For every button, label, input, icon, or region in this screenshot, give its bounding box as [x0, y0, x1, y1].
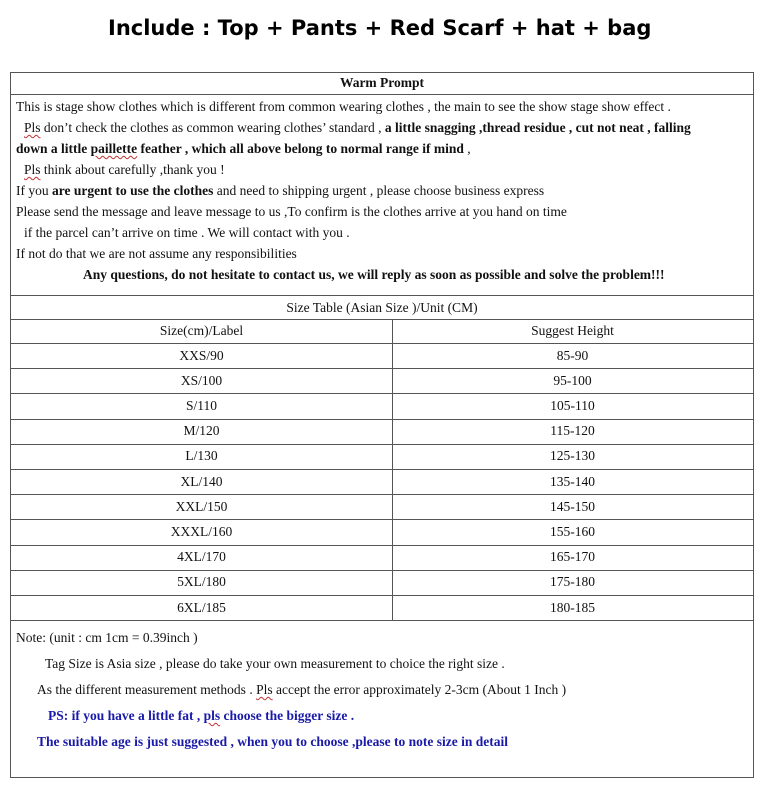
- size-label-cell: 6XL/185: [177, 599, 226, 615]
- divider: [11, 570, 753, 571]
- height-cell: 145-150: [550, 498, 595, 514]
- divider: [11, 494, 753, 495]
- size-label-cell: L/130: [185, 448, 218, 464]
- height-cell: 95-100: [553, 372, 592, 388]
- pls-word: Pls: [256, 682, 273, 697]
- warm-prompt-title: Warm Prompt: [339, 75, 425, 90]
- headline: Include : Top + Pants + Red Scarf + hat + bag: [108, 16, 652, 40]
- prompt-line-2-bold: a little snagging ,thread residue , cut not neat , falling: [384, 120, 691, 135]
- height-cell: 180-185: [550, 599, 595, 615]
- prompt-line-3-bold-b: feather , which all above belong to normal range if mind: [137, 141, 464, 156]
- note-line-3-c: accept the error approximately 2-3cm (About 1 Inch ): [272, 682, 567, 697]
- prompt-line-6: Please send the message and leave message to us ,To confirm is the clothes arrive at you hand on time: [16, 204, 567, 219]
- height-cell: 165-170: [550, 549, 595, 565]
- prompt-line-3-bold-a: down a little: [16, 141, 91, 156]
- prompt-line-4: [24, 162, 225, 178]
- size-label-cell: S/110: [185, 397, 217, 413]
- prompt-line-5-bold: are urgent to use the clothes: [52, 183, 214, 198]
- size-header-height: Suggest Height: [531, 323, 614, 338]
- info-sheet: [10, 72, 754, 778]
- size-label-cell: XL/140: [180, 473, 223, 489]
- divider: [11, 94, 753, 95]
- note-line-3-a: As the different measurement methods .: [37, 682, 257, 697]
- note-line-2: Tag Size is Asia size , please do take your own measurement to choice the right size .: [45, 656, 505, 671]
- prompt-line-3: [16, 141, 471, 157]
- note-line-3: [37, 682, 566, 698]
- prompt-line-5-a: If you: [16, 183, 52, 198]
- pls-word: Pls: [24, 120, 41, 135]
- prompt-line-2: [24, 120, 691, 136]
- divider: [11, 343, 753, 344]
- column-divider: [392, 319, 393, 620]
- height-cell: 175-180: [550, 574, 595, 590]
- divider: [11, 368, 753, 369]
- size-header-label: Size(cm)/Label: [159, 323, 244, 338]
- note-line-4-c: choose the bigger size .: [220, 708, 355, 723]
- divider: [11, 595, 753, 596]
- divider: [11, 319, 753, 320]
- divider: [11, 469, 753, 470]
- prompt-line-5: [16, 183, 544, 199]
- prompt-line-1: This is stage show clothes which is different from common wearing clothes , the main to see the show stage show effect .: [16, 99, 671, 114]
- height-cell: 85-90: [556, 347, 589, 363]
- height-cell: 105-110: [550, 397, 595, 413]
- prompt-line-3-end: ,: [463, 141, 471, 156]
- size-label-cell: XXL/150: [175, 498, 228, 514]
- size-label-cell: M/120: [183, 423, 220, 439]
- note-line-1: Note: (unit : cm 1cm = 0.39inch ): [16, 630, 198, 645]
- note-line-5: The suitable age is just suggested , when you to choose ,please to note size in detail: [37, 734, 509, 749]
- divider: [11, 295, 753, 296]
- prompt-line-2-text: don’t check the clothes as common wearing clothes’ standard ,: [40, 120, 385, 135]
- divider: [11, 444, 753, 445]
- divider: [11, 419, 753, 420]
- divider: [11, 519, 753, 520]
- height-cell: 125-130: [550, 448, 595, 464]
- divider: [11, 393, 753, 394]
- height-cell: 155-160: [550, 523, 595, 539]
- divider: [11, 620, 753, 621]
- size-label-cell: 5XL/180: [177, 574, 226, 590]
- prompt-line-4-text: think about carefully ,thank you !: [40, 162, 225, 177]
- paillette-word: paillette: [90, 141, 138, 156]
- size-label-cell: XXXL/160: [170, 523, 233, 539]
- size-table-title: Size Table (Asian Size )/Unit (CM): [286, 300, 478, 315]
- size-label-cell: XS/100: [180, 372, 223, 388]
- pls-word: Pls: [24, 162, 41, 177]
- prompt-line-7: if the parcel can’t arrive on time . We will contact with you .: [24, 225, 350, 240]
- divider: [11, 545, 753, 546]
- size-label-cell: XXS/90: [179, 347, 224, 363]
- note-line-4: [48, 708, 354, 724]
- note-line-4-a: PS: if you have a little fat ,: [48, 708, 204, 723]
- prompt-line-5-c: and need to shipping urgent , please choose business express: [213, 183, 545, 198]
- height-cell: 115-120: [550, 423, 595, 439]
- prompt-line-8: If not do that we are not assume any responsibilities: [16, 246, 297, 261]
- size-label-cell: 4XL/170: [177, 549, 226, 565]
- height-cell: 135-140: [550, 473, 595, 489]
- pls-word: pls: [203, 708, 221, 723]
- prompt-line-9: Any questions, do not hesitate to contact us, we will reply as soon as possible and solve the problem!!!: [83, 267, 665, 282]
